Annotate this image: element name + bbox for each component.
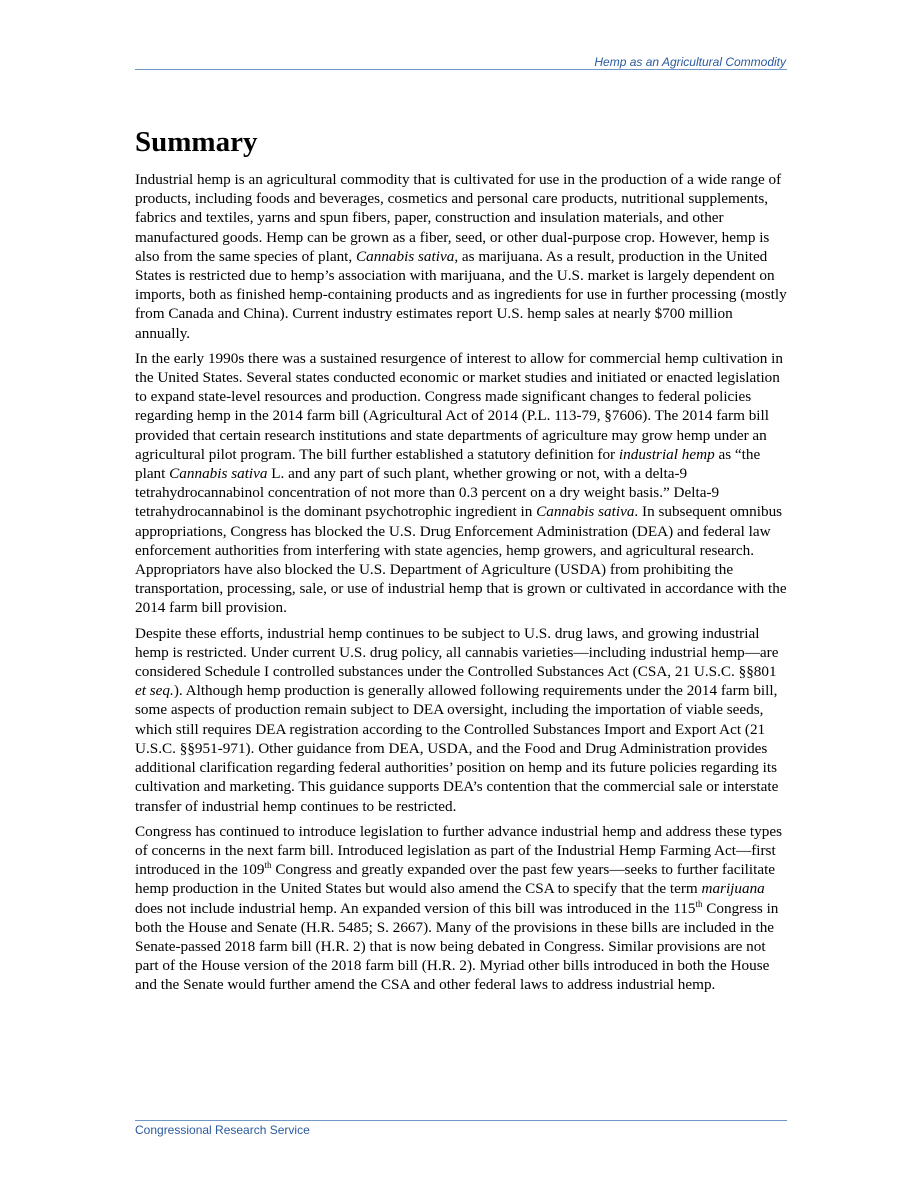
footer-rule	[135, 1120, 787, 1121]
running-header: Hemp as an Agricultural Commodity	[594, 55, 786, 69]
superscript-ordinal: th	[264, 860, 272, 871]
italic-term: industrial hemp	[618, 445, 715, 463]
italic-term: Cannabis sativa	[356, 247, 455, 265]
italic-term: marijuana	[701, 880, 765, 898]
italic-term: Cannabis sativa	[169, 465, 268, 483]
section-title: Summary	[135, 126, 258, 158]
paragraph-2	[135, 349, 787, 618]
text-run: does not include industrial hemp. An expanded version of this bill was introduced in the 115	[135, 899, 696, 917]
text-run: Congress has continued to introduce legislation to further advance industrial hemp and address these types of concerns in the next farm bill. Introduced legislation as part of the Industrial Hemp Farming Act—first introduced in the 109	[135, 822, 782, 879]
text-run: Industrial hemp is an agricultural commodity that is cultivated for use in the production of a wide range of products, including foods and beverages, cosmetics and personal care products, nutritional supplements, fabrics and textiles, yarns and spun fibers, paper, construction and insulation materials, and other manufactured goods. Hemp can be grown as a fiber, seed, or other dual-purpose crop. However, hemp is also from the same species of plant,	[135, 171, 782, 265]
text-run: , as marijuana. As a result, production in the United States is restricted due to hemp’s association with marijuana, and the U.S. market is largely dependent on imports, both as finished hemp-containing products and as ingredients for use in further processing (mostly from Canada and China). Current industry estimates report U.S. hemp sales at nearly $700 million annually.	[135, 247, 787, 342]
paragraph-3	[135, 624, 787, 816]
paragraph-1	[135, 170, 787, 343]
text-run: ). Although hemp production is generally allowed following requirements under the 2014 farm bill, some aspects of production remain subject to DEA oversight, including the importation of viable seeds, which still requires DEA registration according to the Controlled Substances Import and Export Act (21 U.S.C. §§951-971). Other guidance from DEA, USDA, and the Food and Drug Administration provides additional clarification regarding federal authorities’ position on hemp and its future policies regarding its cultivation and marketing. This guidance supports DEA’s contention that the commercial sale or interstate transfer of industrial hemp continues to be restricted.	[135, 682, 779, 815]
text-run: In the early 1990s there was a sustained resurgence of interest to allow for commercial hemp cultivation in the United States. Several states conducted economic or market studies and initiated or enacted legislation to expand state-level resources and production. Congress made significant changes to federal policies regarding hemp in the 2014 farm bill (Agricultural Act of 2014 (P.L. 113-79, §7606). The 2014 farm bill provided that certain research institutions and state departments of agriculture may grow hemp under an agricultural pilot program. The bill further established a statutory definition for	[135, 349, 783, 463]
superscript-ordinal: th	[695, 898, 703, 909]
text-run: Despite these efforts, industrial hemp continues to be subject to U.S. drug laws, and growing industrial hemp is restricted. Under current U.S. drug policy, all cannabis varieties—including industrial hemp—are considered Schedule I controlled substances under the Controlled Substances Act (CSA, 21 U.S.C. §§801	[135, 624, 779, 681]
italic-term: et seq.	[135, 682, 174, 700]
text-run: L. and any part of such plant, whether growing or not, with a delta-9 tetrahydrocannabinol concentration of not more than 0.3 percent on a dry weight basis.” Delta-9 tetrahydrocannabinol is the dominant psychotrophic ingredient in	[135, 465, 720, 521]
text-run: as “the plant	[135, 445, 761, 483]
italic-term: Cannabis sativa	[536, 503, 635, 521]
footer-publisher: Congressional Research Service	[135, 1123, 310, 1137]
paragraph-4	[135, 822, 787, 995]
summary-section	[135, 124, 787, 1001]
text-run: Congress in both the House and Senate (H.R. 5485; S. 2667). Many of the provisions in these bills are included in the Senate-passed 2018 farm bill (H.R. 2) that is now being debated in Congress. Similar provisions are not part of the House version of the 2018 farm bill (H.R. 2). Myriad other bills introduced in both the House and the Senate would further amend the CSA and other federal laws to address industrial hemp.	[135, 899, 779, 994]
header-rule	[135, 69, 787, 70]
text-run: Congress and greatly expanded over the past few years—seeks to further facilitate hemp production in the United States but would also amend the CSA to specify that the term	[135, 861, 776, 898]
text-run: . In subsequent omnibus appropriations, Congress has blocked the U.S. Drug Enforcement Administration (DEA) and federal law enforcement authorities from interfering with state agencies, hemp growers, and agricultural research. Appropriators have also blocked the U.S. Department of Agriculture (USDA) from prohibiting the transportation, processing, sale, or use of industrial hemp that is grown or cultivated in accordance with the 2014 farm bill provision.	[135, 503, 787, 617]
